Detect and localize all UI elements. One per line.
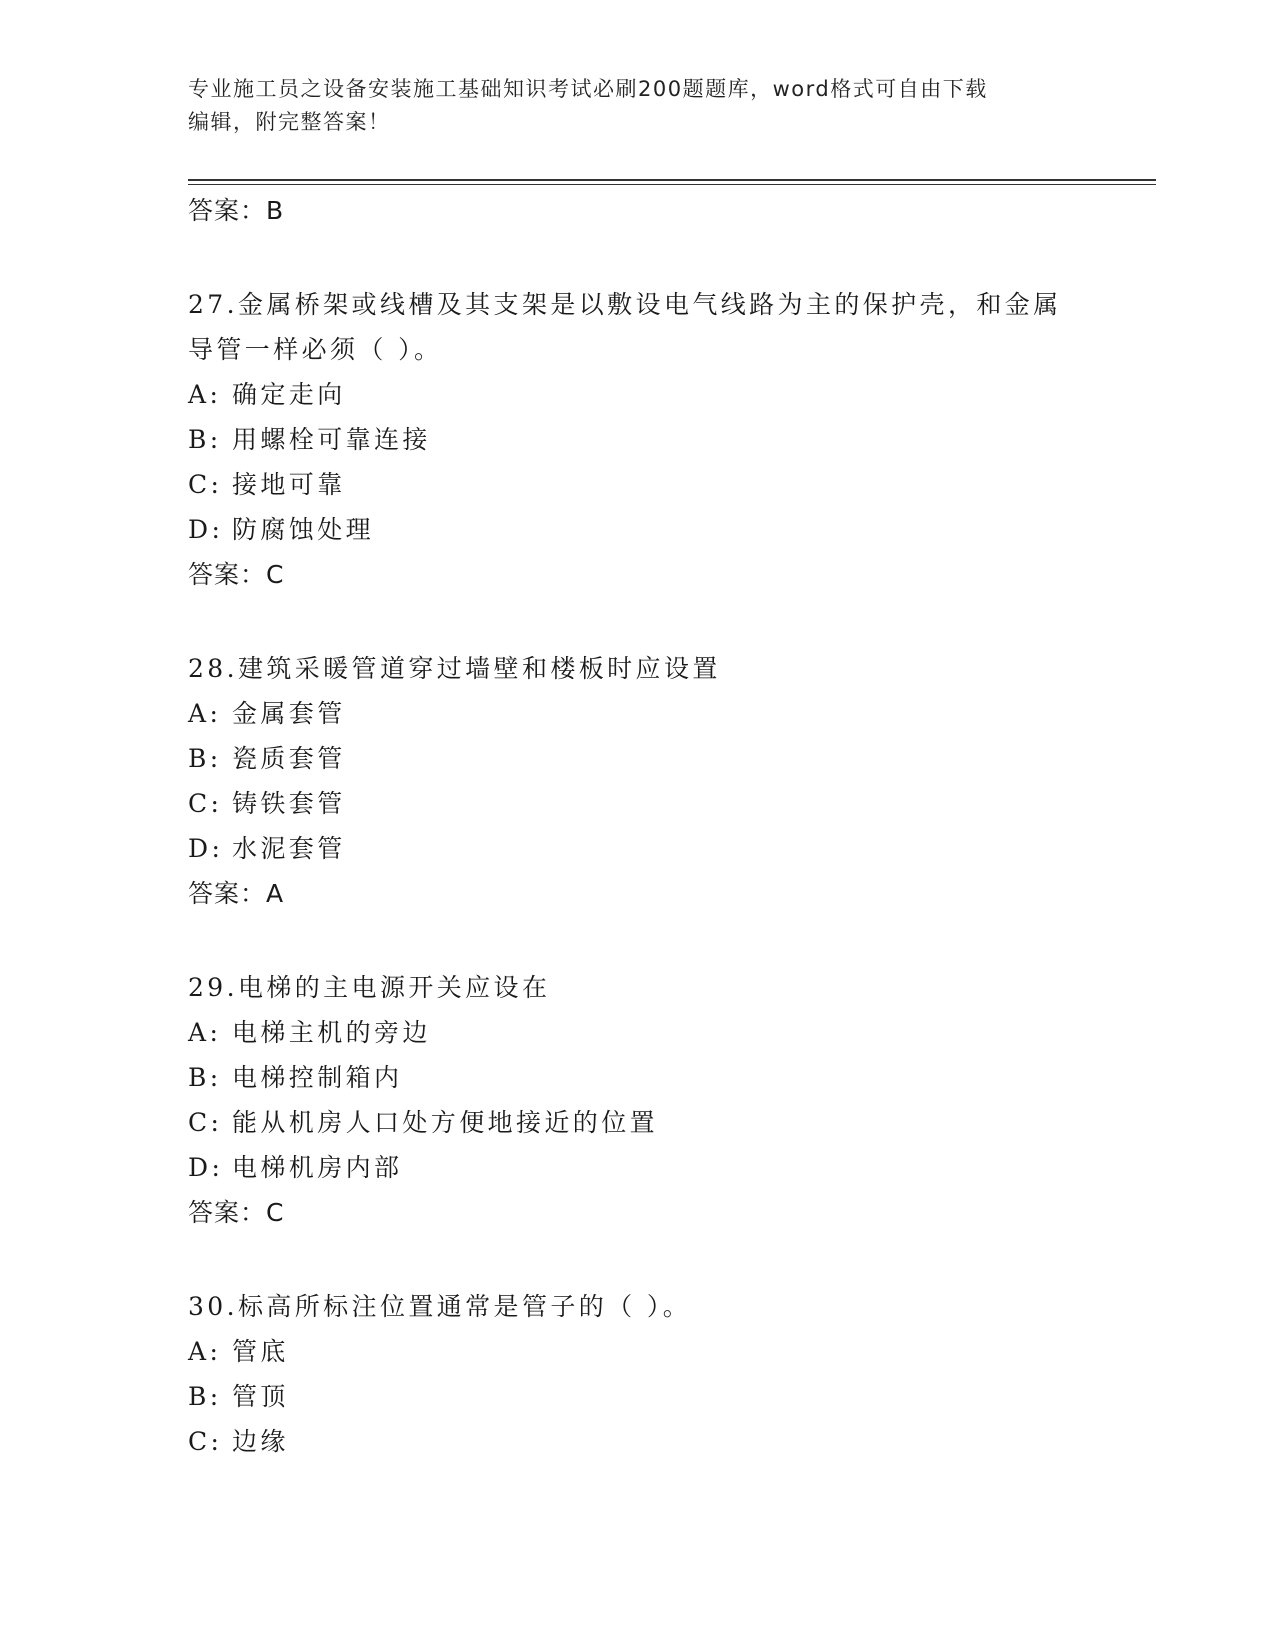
option-text: 瓷质套管: [232, 744, 346, 773]
option-text: 确定走向: [232, 380, 346, 409]
option-letter: B:: [188, 744, 222, 773]
option-letter: D:: [188, 834, 224, 863]
option-text: 防腐蚀处理: [232, 515, 375, 544]
question-item: [188, 646, 1118, 911]
option-d: [188, 826, 1118, 871]
option-c: [188, 781, 1118, 826]
option-letter: A:: [188, 1337, 222, 1366]
option-text: 边缘: [232, 1427, 289, 1456]
option-text: 金属套管: [232, 699, 346, 728]
question-list: [188, 192, 1118, 1464]
option-text: 能从机房人口处方便地接近的位置: [232, 1108, 659, 1137]
question-text: [188, 965, 1118, 1010]
answer-label: 答案：C: [188, 560, 285, 589]
option-text: 电梯主机的旁边: [232, 1018, 431, 1047]
option-text: 电梯控制箱内: [232, 1063, 403, 1092]
question-text-line: 导管一样必须（ ）。: [188, 335, 443, 364]
option-a: [188, 1329, 1118, 1374]
question-text: [188, 646, 1118, 691]
option-c: [188, 1100, 1118, 1145]
option-b: [188, 1374, 1118, 1419]
option-b: [188, 1055, 1118, 1100]
document-header: [188, 73, 1088, 139]
option-letter: A:: [188, 1018, 222, 1047]
header-divider-thin: [188, 184, 1156, 185]
option-text: 电梯机房内部: [232, 1153, 403, 1182]
header-title-line1: 专业施工员之设备安装施工基础知识考试必刷200题题库，word格式可自由下载: [188, 77, 988, 101]
option-c: [188, 462, 1118, 507]
option-letter: D:: [188, 1153, 224, 1182]
option-text: 水泥套管: [232, 834, 346, 863]
option-d: [188, 507, 1118, 552]
question-item: [188, 965, 1118, 1230]
option-c: [188, 1419, 1118, 1464]
option-letter: C:: [188, 470, 223, 499]
question-item: [188, 282, 1118, 592]
option-letter: C:: [188, 1427, 223, 1456]
option-d: [188, 1145, 1118, 1190]
option-text: 接地可靠: [232, 470, 346, 499]
option-a: [188, 372, 1118, 417]
header-divider-thick: [188, 179, 1156, 181]
question-text: [188, 282, 1118, 372]
answer-label: 答案：A: [188, 879, 285, 908]
question-text-line: 28.建筑采暖管道穿过墙壁和楼板时应设置: [188, 654, 721, 683]
question-item: [188, 1284, 1118, 1464]
question-text-line: 30.标高所标注位置通常是管子的（ ）。: [188, 1292, 692, 1321]
header-title-line2: 编辑，附完整答案！: [188, 110, 391, 134]
option-b: [188, 736, 1118, 781]
question-text: [188, 1284, 1118, 1329]
option-a: [188, 1010, 1118, 1055]
question-text-line: 27.金属桥架或线槽及其支架是以敷设电气线路为主的保护壳，和金属: [188, 290, 1062, 319]
option-text: 管底: [232, 1337, 289, 1366]
option-letter: D:: [188, 515, 224, 544]
option-letter: A:: [188, 699, 222, 728]
option-text: 管顶: [232, 1382, 289, 1411]
option-letter: C:: [188, 1108, 223, 1137]
option-letter: A:: [188, 380, 222, 409]
option-text: 铸铁套管: [232, 789, 346, 818]
option-b: [188, 417, 1118, 462]
option-a: [188, 691, 1118, 736]
option-letter: B:: [188, 1382, 222, 1411]
option-letter: B:: [188, 1063, 222, 1092]
answer-label: 答案：C: [188, 1198, 285, 1227]
question-text-line: 29.电梯的主电源开关应设在: [188, 973, 551, 1002]
answer-label: 答案：B: [188, 196, 285, 225]
option-text: 用螺栓可靠连接: [232, 425, 431, 454]
option-letter: B:: [188, 425, 222, 454]
option-letter: C:: [188, 789, 223, 818]
